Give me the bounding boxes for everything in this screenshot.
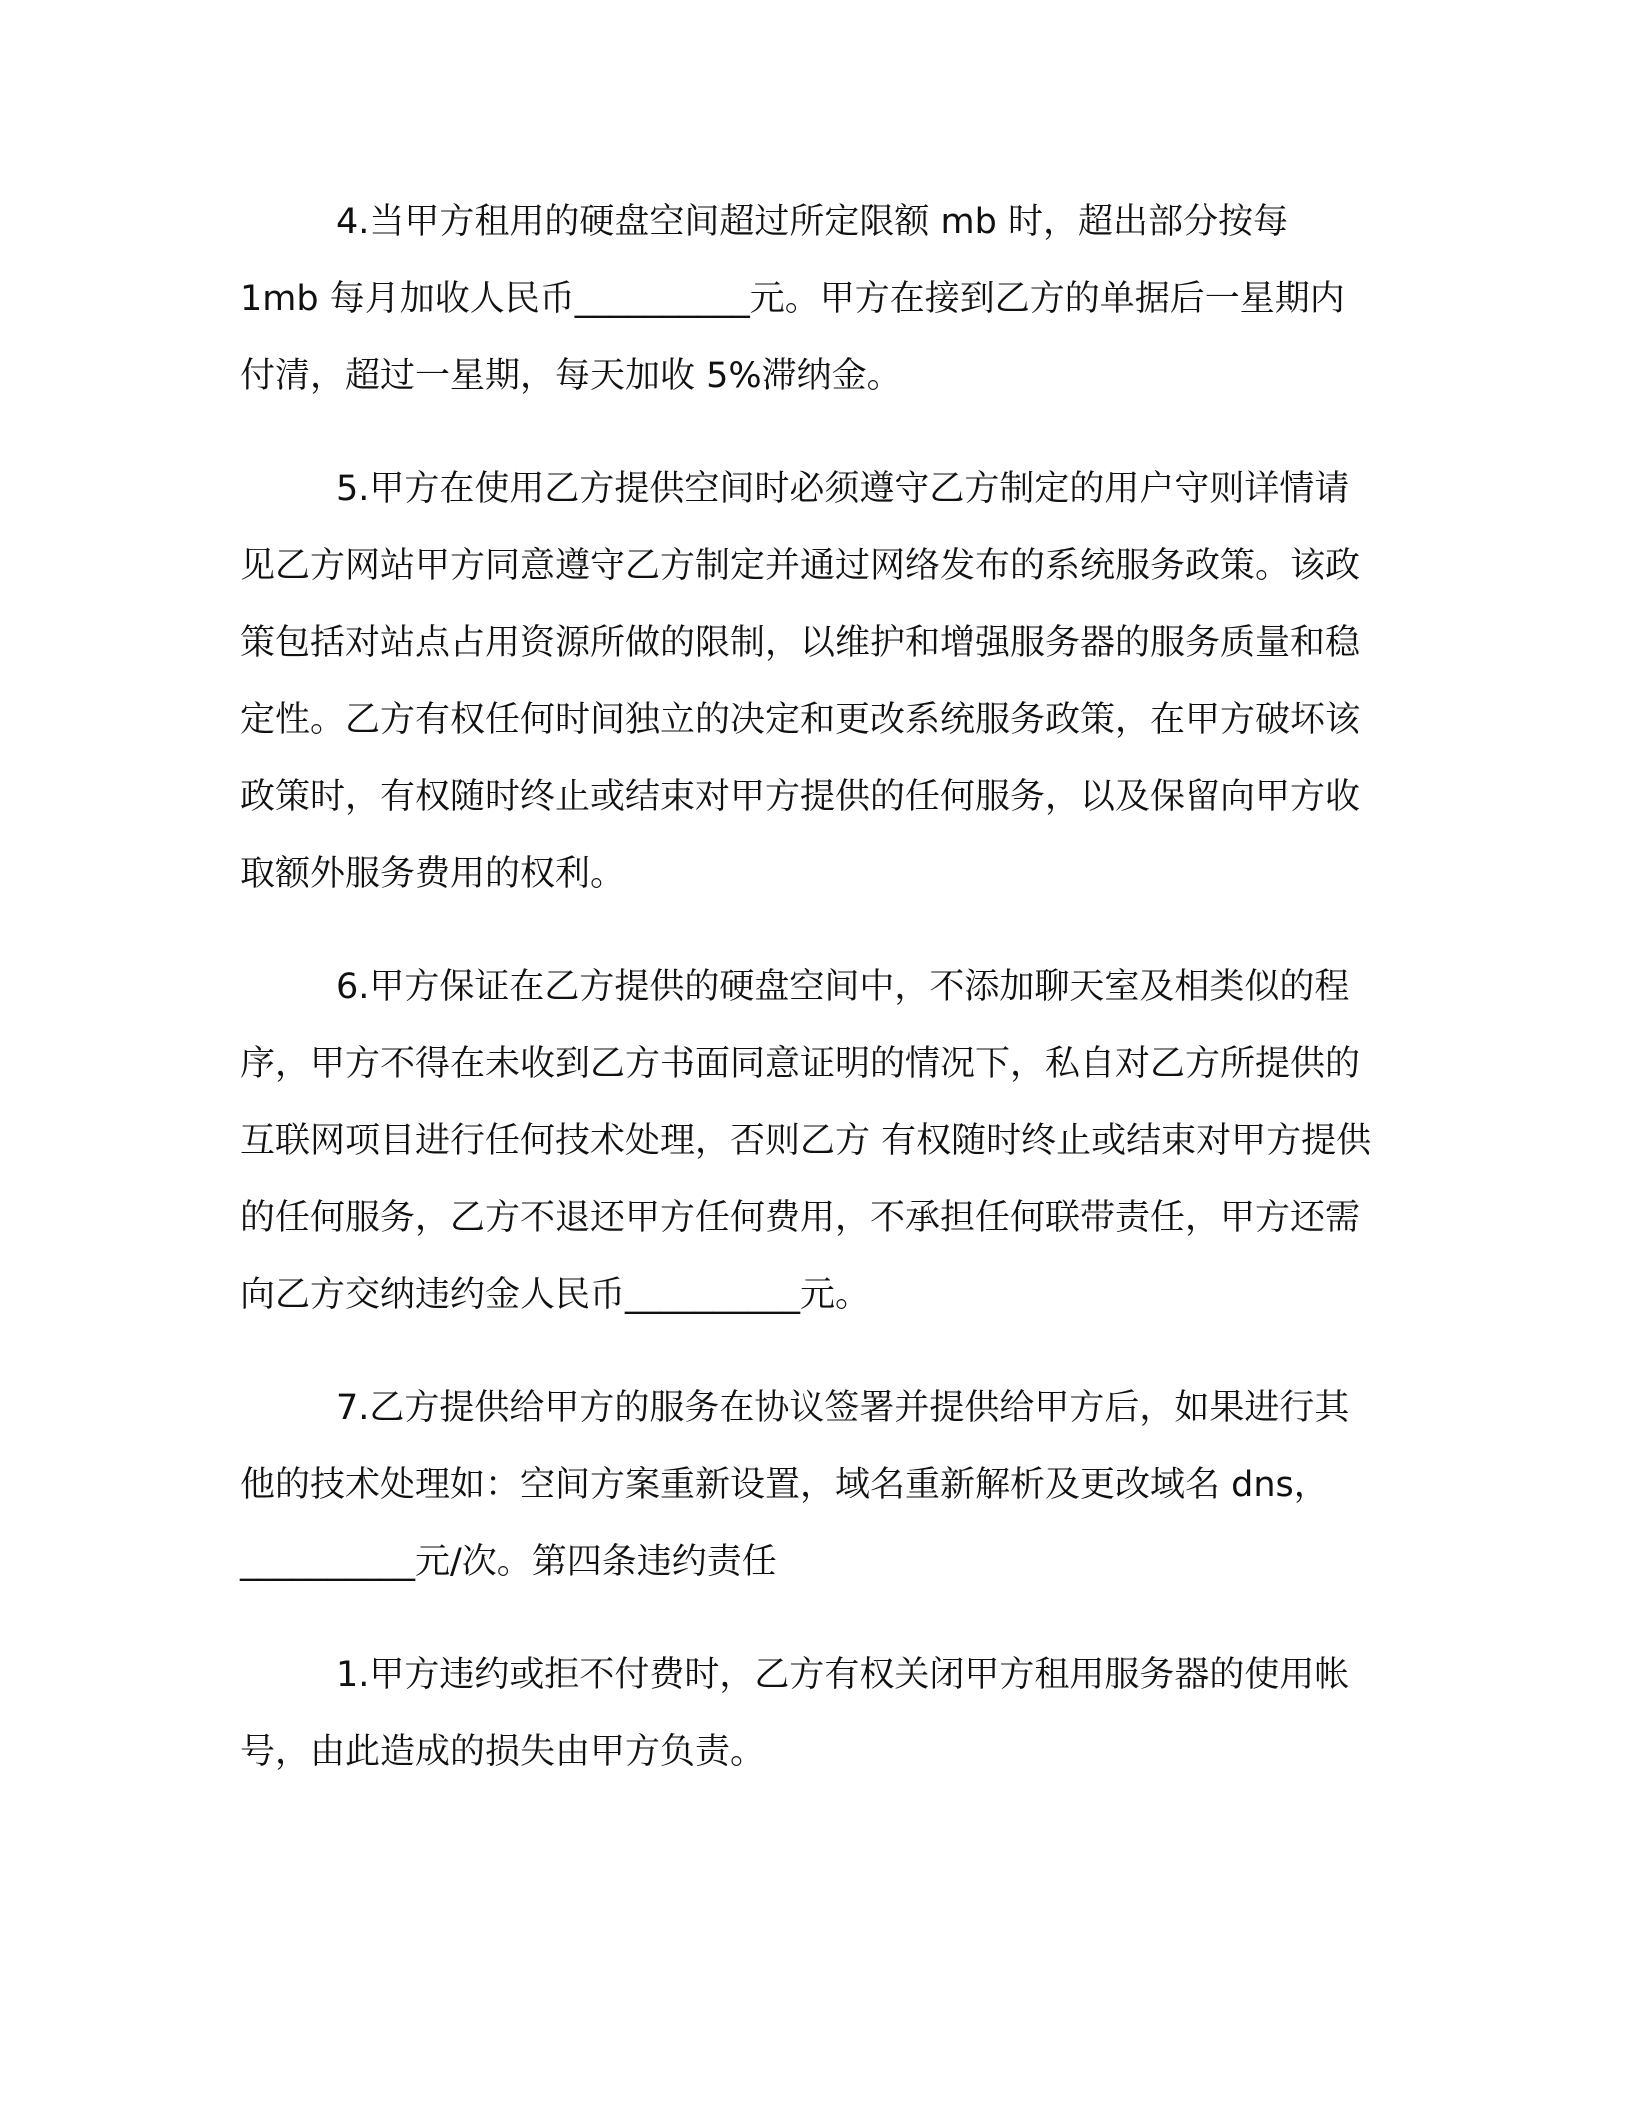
clause-paragraph-7: 7.乙方提供给甲方的服务在协议签署并提供给甲方后，如果进行其他的技术处理如：空间方案重新设置，域名重新解析及更改域名 dns，__________元/次。第四条违约责任 — [240, 1388, 1350, 1582]
clause-paragraph-6: 6.甲方保证在乙方提供的硬盘空间中，不添加聊天室及相类似的程序，甲方不得在未收到乙方书面同意证明的情况下，私自对乙方所提供的互联网项目进行任何技术处理，否则乙方 有权随时终止或结束对甲方提供的任何服务，乙方不退还甲方任何费用，不承担任何联带责任，甲方还需向乙方交纳违约金人民币__________元。 — [240, 967, 1372, 1315]
document-body — [240, 184, 1376, 1827]
clause-paragraph-4: 4.当甲方租用的硬盘空间超过所定限额 mb 时，超出部分按每 1mb 每月加收人民币__________元。甲方在接到乙方的单据后一星期内付清，超过一星期，每天加收 5%滞纳金。 — [240, 202, 1345, 396]
clause-paragraph-5: 5.甲方在使用乙方提供空间时必须遵守乙方制定的用户守则详情请见乙方网站甲方同意遵守乙方制定并通过网络发布的系统服务政策。该政策包括对站点占用资源所做的限制，以维护和增强服务器的服务质量和稳定性。乙方有权任何时间独立的决定和更改系统服务政策，在甲方破坏该政策时，有权随时终止或结束对甲方提供的任何服务，以及保留向甲方收取额外服务费用的权利。 — [240, 469, 1361, 894]
liability-paragraph-1: 1.甲方违约或拒不付费时，乙方有权关闭甲方租用服务器的使用帐号，由此造成的损失由甲方负责。 — [240, 1655, 1350, 1772]
